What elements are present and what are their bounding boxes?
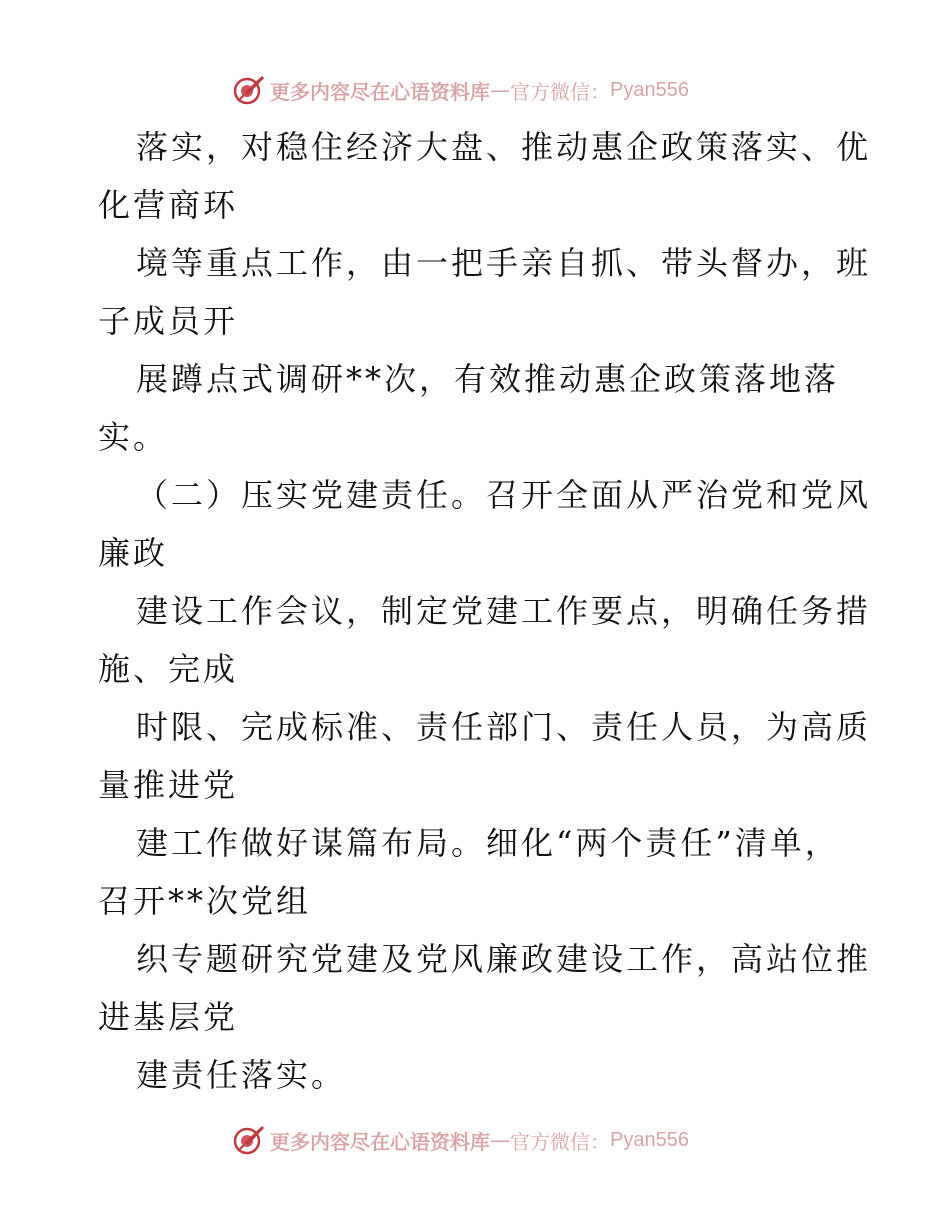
text-line: 建设工作会议，制定党建工作要点，明确任务措 <box>136 592 872 630</box>
text-line: 进基层党 <box>98 998 239 1036</box>
watermark-site-name: 更多内容尽在心语资料库 <box>270 79 490 104</box>
watermark-separator: — <box>490 1128 510 1152</box>
watermark-wechat-id: Pyan556 <box>610 78 689 101</box>
quill-logo-icon <box>232 1123 266 1157</box>
watermark-wechat-id: Pyan556 <box>610 1128 689 1151</box>
text-line: 境等重点工作，由一把手亲自抓、带头督办，班 <box>136 244 872 282</box>
text-line: 量推进党 <box>98 766 239 804</box>
text-line: 子成员开 <box>98 302 239 340</box>
watermark-site-name: 更多内容尽在心语资料库 <box>270 1129 490 1154</box>
text-line: 施、完成 <box>98 650 239 688</box>
quill-logo-icon <box>232 73 266 107</box>
text-line: 落实，对稳住经济大盘、推动惠企政策落实、优 <box>136 128 872 166</box>
header-watermark <box>232 72 689 108</box>
text-line: 实。 <box>98 418 169 456</box>
watermark-wechat-label: 官方微信： <box>510 1129 610 1154</box>
text-line: （二）压实党建责任。召开全面从严治党和党风 <box>136 476 872 514</box>
watermark-wechat-label: 官方微信： <box>510 79 610 104</box>
text-line: 展蹲点式调研**次，有效推动惠企政策落地落 <box>136 360 840 398</box>
text-line: 织专题研究党建及党风廉政建设工作，高站位推 <box>136 940 872 978</box>
text-line: 建责任落实。 <box>136 1056 347 1094</box>
watermark-separator: — <box>490 78 510 102</box>
document-body <box>98 118 872 1104</box>
text-line: 召开**次党组 <box>98 882 312 920</box>
text-line: 廉政 <box>98 534 169 572</box>
text-line: 化营商环 <box>98 186 239 224</box>
text-line: 时限、完成标准、责任部门、责任人员，为高质 <box>136 708 872 746</box>
footer-watermark <box>232 1122 689 1158</box>
text-line: 建工作做好谋篇布局。细化“两个责任”清单， <box>136 824 840 862</box>
